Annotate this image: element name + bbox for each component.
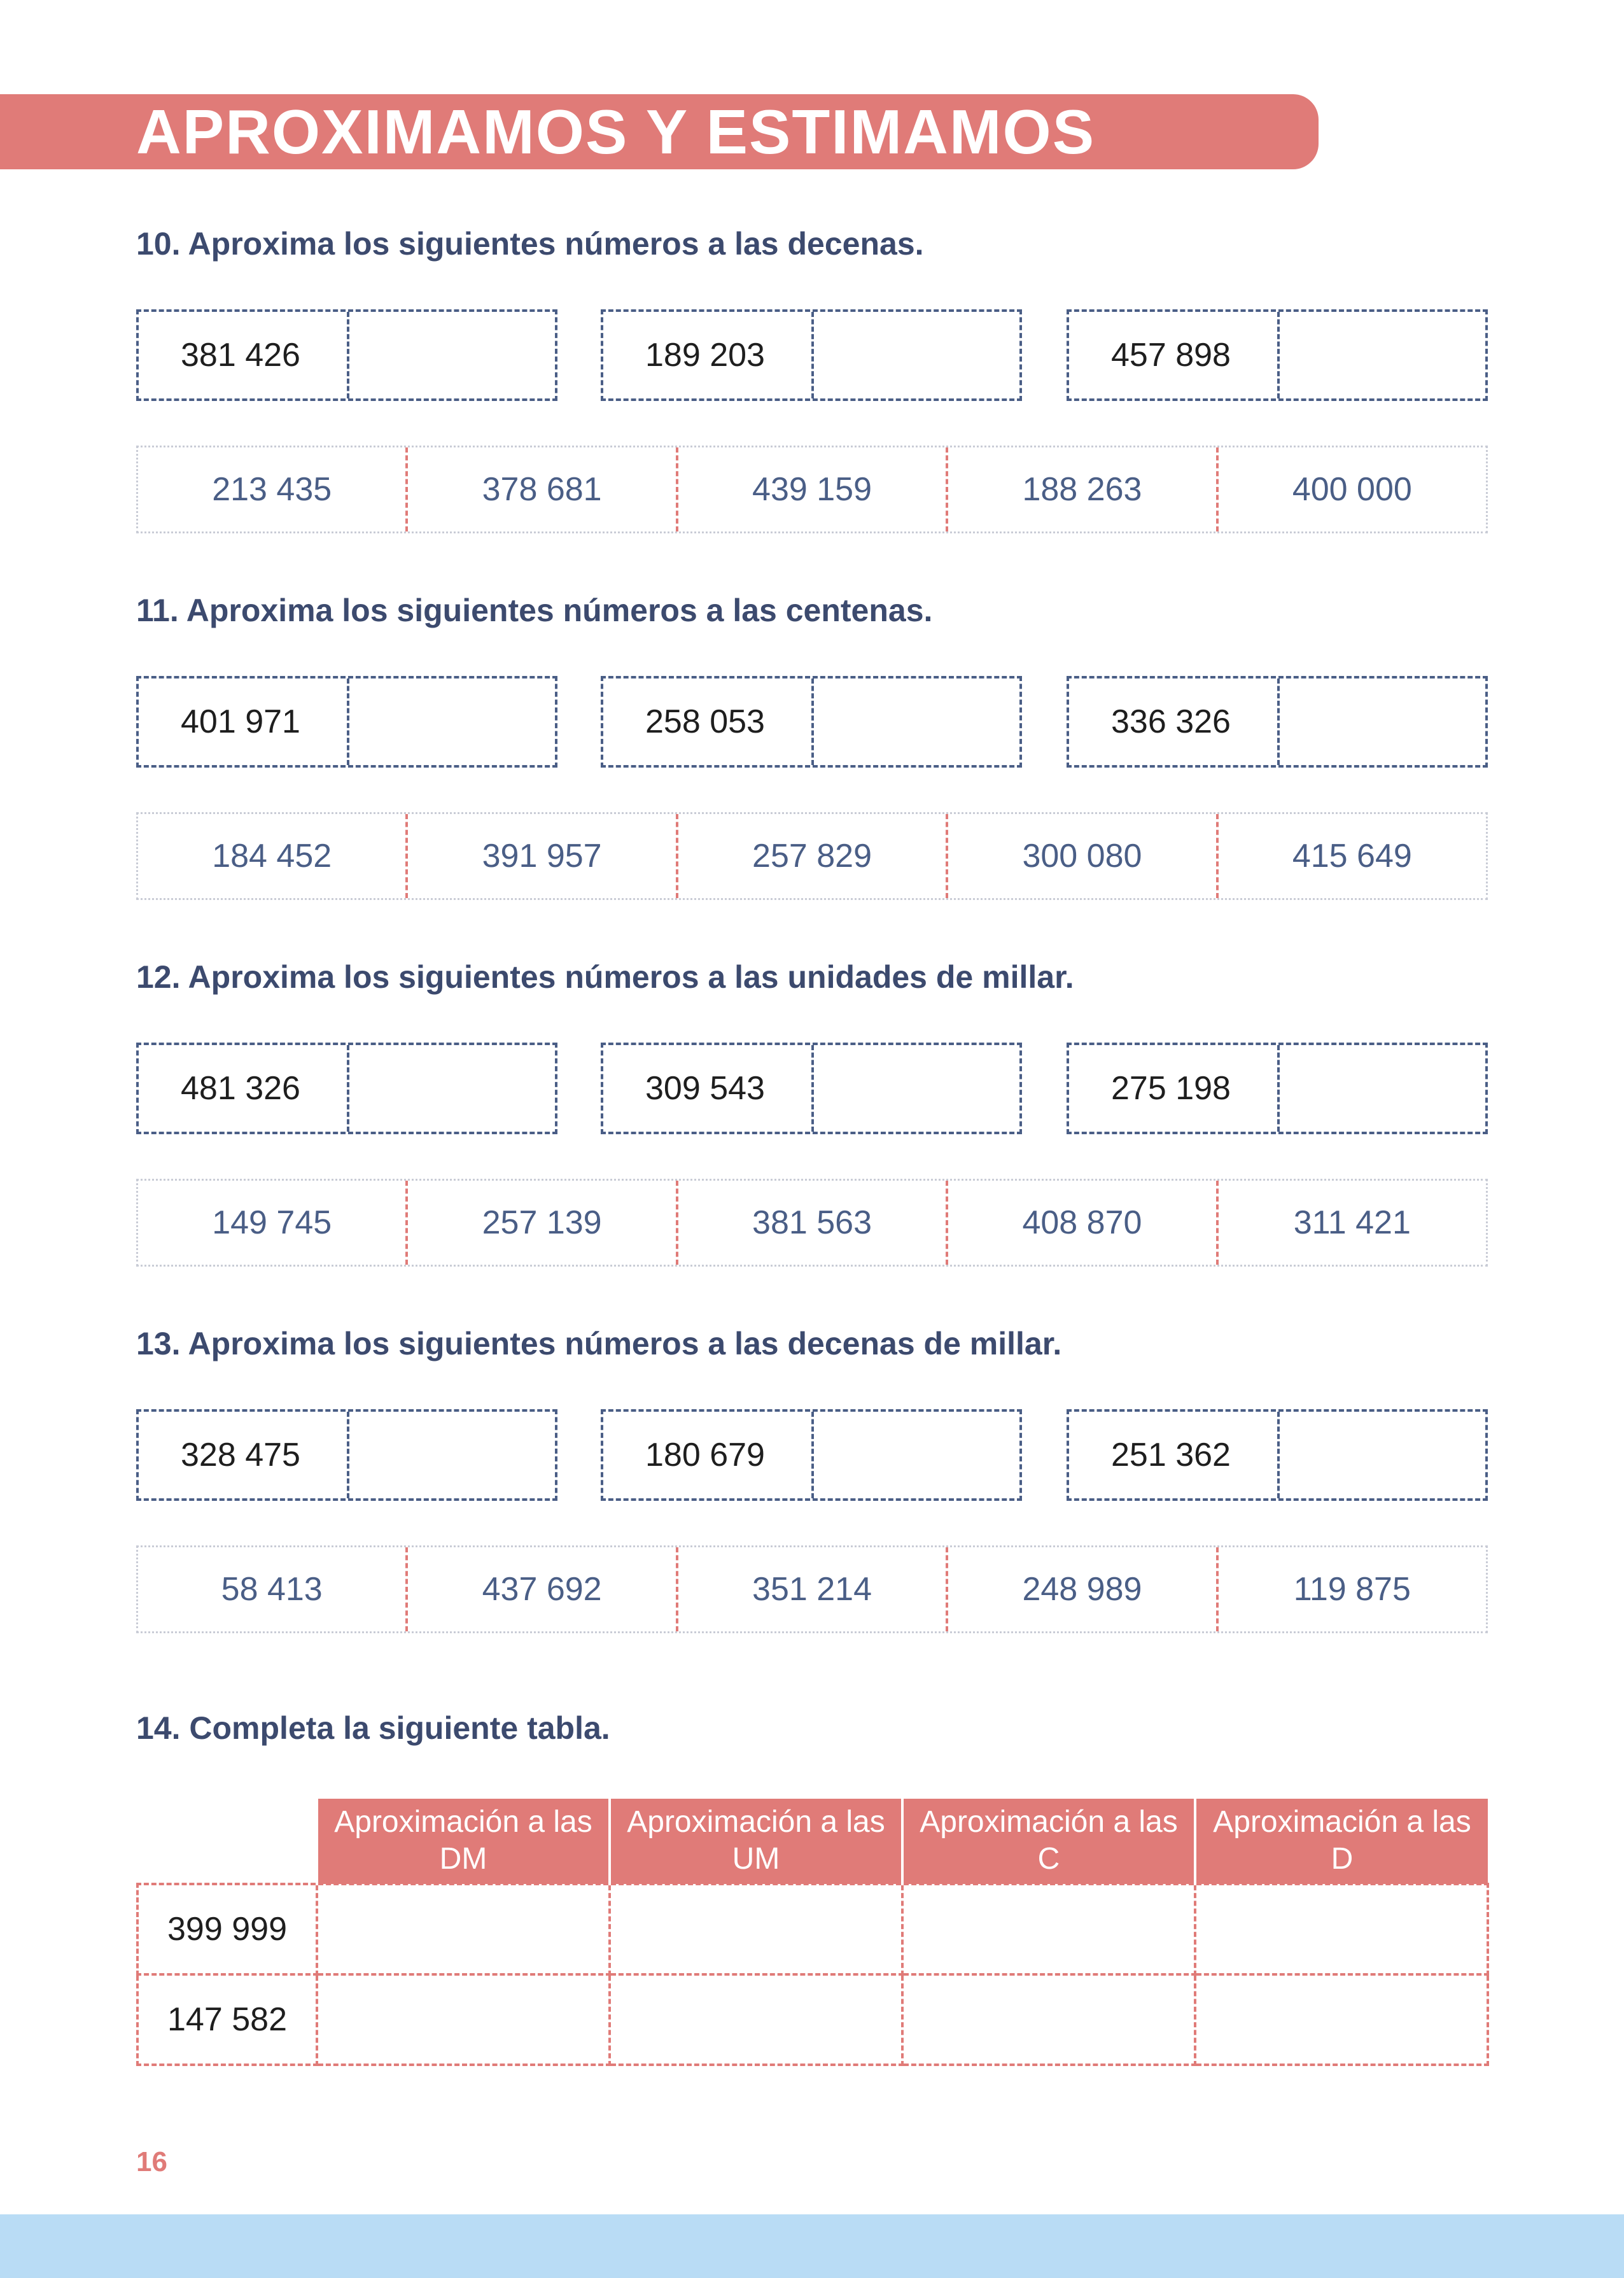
option[interactable]: 184 452 xyxy=(212,838,332,875)
option[interactable]: 300 080 xyxy=(946,814,1215,898)
header-line: D xyxy=(1331,1842,1354,1876)
exercise-title: 11. Aproxima los siguientes números a las centenas. xyxy=(136,593,933,628)
option[interactable]: 351 214 xyxy=(676,1547,946,1631)
number-box xyxy=(601,309,1022,401)
number-box xyxy=(1067,1409,1488,1501)
approximation-table xyxy=(136,1799,1489,2066)
footer-band xyxy=(0,2214,1624,2278)
number-boxes xyxy=(136,1409,1488,1501)
option[interactable]: 257 139 xyxy=(405,1181,675,1265)
column-header-dm xyxy=(317,1799,610,1884)
number-box xyxy=(136,1043,557,1134)
answer-box[interactable] xyxy=(1277,1412,1485,1498)
number-box xyxy=(136,1409,557,1501)
option[interactable]: 149 745 xyxy=(212,1204,332,1241)
header-line: UM xyxy=(732,1842,780,1876)
exercise-title: 10. Aproxima los siguientes números a las decenas. xyxy=(136,226,924,262)
option[interactable]: 311 421 xyxy=(1216,1181,1486,1265)
answer-cell[interactable] xyxy=(1195,1974,1488,2065)
answer-box[interactable] xyxy=(811,1412,1019,1498)
header-line: C xyxy=(1037,1842,1060,1876)
given-number: 180 679 xyxy=(645,1437,765,1473)
given-number: 457 898 xyxy=(1111,337,1231,374)
option[interactable]: 381 563 xyxy=(676,1181,946,1265)
answer-box[interactable] xyxy=(811,1045,1019,1132)
row-number: 147 582 xyxy=(137,1974,317,2065)
given-number: 189 203 xyxy=(645,337,765,374)
option[interactable]: 391 957 xyxy=(405,814,675,898)
exercise-title: 12. Aproxima los siguientes números a las unidades de millar. xyxy=(136,959,1074,995)
answer-options xyxy=(136,812,1488,900)
title-banner xyxy=(0,94,1319,169)
given-number: 336 326 xyxy=(1111,703,1231,740)
option[interactable]: 437 692 xyxy=(405,1547,675,1631)
answer-cell[interactable] xyxy=(610,1884,902,1974)
answer-cell[interactable] xyxy=(1195,1884,1488,1974)
answer-box[interactable] xyxy=(347,312,555,398)
header-line: DM xyxy=(439,1842,487,1876)
answer-box[interactable] xyxy=(347,678,555,765)
answer-box[interactable] xyxy=(1277,1045,1485,1132)
answer-cell[interactable] xyxy=(610,1974,902,2065)
answer-cell[interactable] xyxy=(902,1884,1195,1974)
option[interactable]: 378 681 xyxy=(405,447,675,531)
option[interactable]: 257 829 xyxy=(676,814,946,898)
page-title: APROXIMAMOS Y ESTIMAMOS xyxy=(136,97,1096,167)
given-number: 481 326 xyxy=(181,1070,300,1107)
exercise-title: 14. Completa la siguiente tabla. xyxy=(136,1710,610,1746)
answer-cell[interactable] xyxy=(902,1974,1195,2065)
answer-box[interactable] xyxy=(347,1045,555,1132)
number-box xyxy=(601,1409,1022,1501)
number-box xyxy=(136,676,557,768)
column-header-c xyxy=(902,1799,1195,1884)
answer-box[interactable] xyxy=(1277,678,1485,765)
number-box xyxy=(1067,309,1488,401)
given-number: 251 362 xyxy=(1111,1437,1231,1473)
answer-box[interactable] xyxy=(811,312,1019,398)
table-row xyxy=(137,1884,1488,1974)
header-line: Aproximación a las xyxy=(920,1805,1178,1839)
number-boxes xyxy=(136,1043,1488,1134)
option[interactable]: 400 000 xyxy=(1216,447,1486,531)
number-boxes xyxy=(136,309,1488,401)
given-number: 381 426 xyxy=(181,337,300,374)
option[interactable]: 119 875 xyxy=(1216,1547,1486,1631)
given-number: 258 053 xyxy=(645,703,765,740)
answer-box[interactable] xyxy=(347,1412,555,1498)
answer-box[interactable] xyxy=(811,678,1019,765)
header-line: Aproximación a las xyxy=(1213,1805,1471,1839)
answer-options xyxy=(136,446,1488,533)
header-line: Aproximación a las xyxy=(334,1805,592,1839)
given-number: 309 543 xyxy=(645,1070,765,1107)
row-number: 399 999 xyxy=(137,1884,317,1974)
table-row xyxy=(137,1974,1488,2065)
given-number: 275 198 xyxy=(1111,1070,1231,1107)
option[interactable]: 188 263 xyxy=(946,447,1215,531)
answer-box[interactable] xyxy=(1277,312,1485,398)
option[interactable]: 415 649 xyxy=(1216,814,1486,898)
table-corner xyxy=(137,1799,317,1884)
option[interactable]: 248 989 xyxy=(946,1547,1215,1631)
number-box xyxy=(136,309,557,401)
given-number: 401 971 xyxy=(181,703,300,740)
answer-options xyxy=(136,1179,1488,1267)
option[interactable]: 439 159 xyxy=(676,447,946,531)
answer-cell[interactable] xyxy=(317,1884,610,1974)
option[interactable]: 213 435 xyxy=(212,471,332,508)
header-line: Aproximación a las xyxy=(627,1805,885,1839)
number-box xyxy=(601,676,1022,768)
page-number: 16 xyxy=(136,2146,167,2177)
number-boxes xyxy=(136,676,1488,768)
exercise-title: 13. Aproxima los siguientes números a las decenas de millar. xyxy=(136,1326,1062,1361)
column-header-d xyxy=(1195,1799,1488,1884)
answer-options xyxy=(136,1545,1488,1633)
option[interactable]: 408 870 xyxy=(946,1181,1215,1265)
table-header-row xyxy=(137,1799,1488,1884)
number-box xyxy=(1067,676,1488,768)
option[interactable]: 58 413 xyxy=(221,1571,323,1608)
number-box xyxy=(1067,1043,1488,1134)
answer-cell[interactable] xyxy=(317,1974,610,2065)
given-number: 328 475 xyxy=(181,1437,300,1473)
number-box xyxy=(601,1043,1022,1134)
column-header-um xyxy=(610,1799,902,1884)
